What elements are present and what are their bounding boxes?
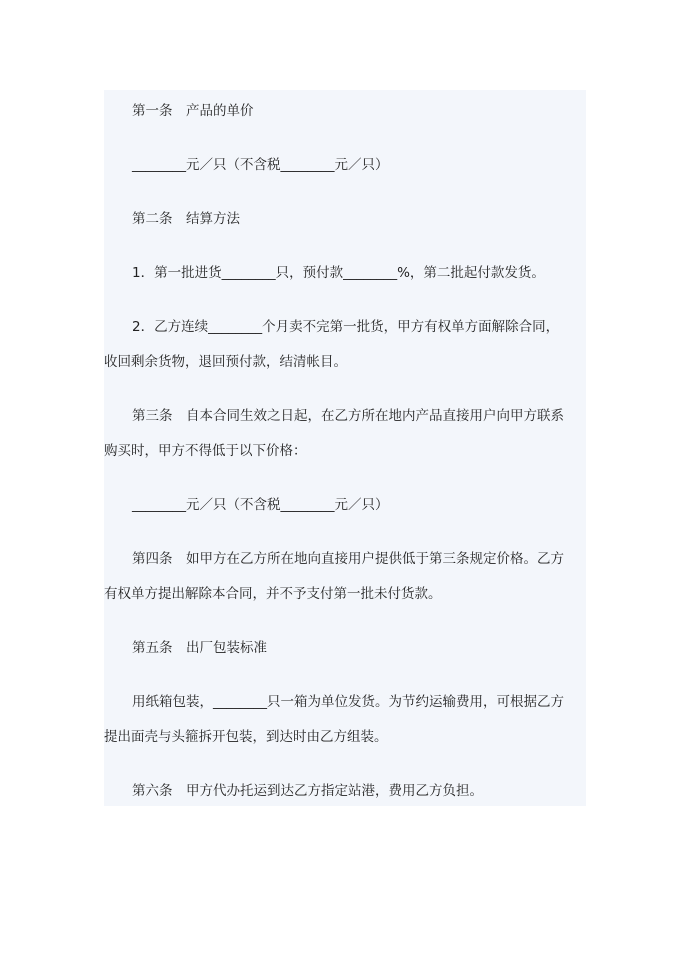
paragraph-line: 用纸箱包装，________只一箱为单位发货。为节约运输费用，可根据乙方 bbox=[132, 694, 564, 710]
paragraph-line: ________元／只（不含税________元／只） bbox=[132, 497, 389, 513]
paragraph-continuation-line: 提出面壳与头箍拆开包装，到达时由乙方组装。 bbox=[104, 729, 388, 745]
paragraph-line: ________元／只（不含税________元／只） bbox=[132, 157, 389, 173]
paragraph-line: 1．第一批进货________只，预付款________%，第二批起付款发货。 bbox=[132, 265, 545, 281]
paragraph-continuation-line: 购买时，甲方不得低于以下价格： bbox=[104, 443, 307, 459]
paragraph-line: 第五条 出厂包装标准 bbox=[132, 640, 267, 656]
paragraph-continuation-line: 收回剩余货物，退回预付款，结清帐目。 bbox=[104, 354, 347, 370]
paragraph-continuation-line: 有权单方提出解除本合同，并不予支付第一批未付货款。 bbox=[104, 586, 442, 602]
paragraph-line: 2．乙方连续________个月卖不完第一批货，甲方有权单方面解除合同， bbox=[132, 319, 560, 335]
paragraph-line: 第二条 结算方法 bbox=[132, 211, 240, 227]
paragraph-line: 第四条 如甲方在乙方所在地向直接用户提供低于第三条规定价格。乙方 bbox=[132, 551, 564, 567]
paragraph-line: 第六条 甲方代办托运到达乙方指定站港，费用乙方负担。 bbox=[132, 783, 483, 799]
paragraph-line: 第一条 产品的单价 bbox=[132, 103, 254, 119]
paragraph-line: 第三条 自本合同生效之日起，在乙方所在地内产品直接用户向甲方联系 bbox=[132, 408, 564, 424]
